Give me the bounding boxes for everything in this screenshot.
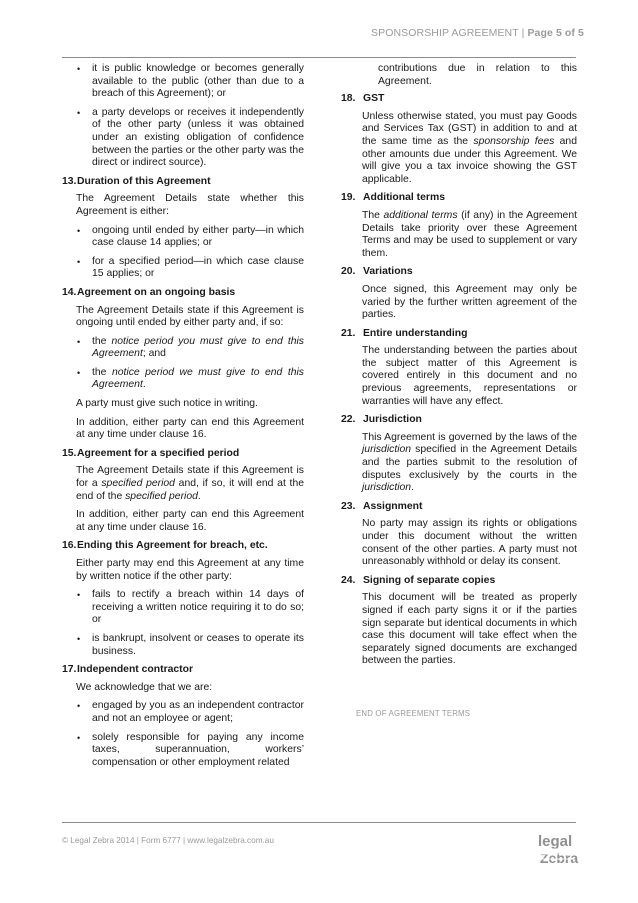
section-heading-14: 14. Agreement on an ongoing basis: [62, 286, 236, 298]
bullet-icon: •: [77, 225, 81, 236]
logo-line-2: Zebra: [540, 850, 579, 866]
section-heading-19: 19. Additional terms: [341, 192, 445, 204]
section-17-text: We acknowledge that we are:: [76, 681, 213, 693]
list-item: • it is public knowledge or becomes generally available to the public (other than due to a breach of this Agreement); or: [77, 63, 304, 100]
section-13-text: The Agreement Details state whether this Agreement is either:: [76, 193, 304, 217]
section-heading-15: 15. Agreement for a specified period: [62, 447, 240, 459]
legal-zebra-logo: [532, 830, 580, 870]
confidentiality-exceptions-list: [76, 63, 304, 170]
footer-text: © Legal Zebra 2014 | Form 6777 | www.legalzebra.com.au: [62, 836, 274, 845]
logo-line-1: legal: [538, 833, 573, 850]
section-18-text: Unless otherwise stated, you must pay Goods and Services Tax (GST) in addition to and at the same time as the sponsorship fees and other amounts due under this Agreement. We will give you a tax invoice showing the GST applicable.: [362, 110, 577, 185]
page-number: Page 5 of 5: [527, 27, 584, 39]
section-14-text: The Agreement Details state if this Agreement is ongoing until ended by either party and, if so:: [76, 304, 304, 329]
section-23-text: No party may assign its rights or obligations under this document without the written consent of the other parties. A party must not unreasonably withhold or delay its consent.: [362, 518, 577, 568]
bullet-icon: •: [77, 64, 81, 74]
section-21-text: The understanding between the parties about the subject matter of this Agreement is covered entirely in this document and no previous agreements, representations or warranties will have any effect.: [362, 345, 577, 407]
section-heading-18: 18. GST: [341, 93, 385, 105]
bullet-icon: •: [77, 256, 81, 267]
section-heading-16: 16. Ending this Agreement for breach, etc.: [62, 540, 268, 552]
section-16-list: [76, 589, 304, 658]
footer-rule: [62, 822, 576, 823]
list-item: • a party develops or receives it independently of the other party (unless it was obtained under an existing obligation of confidence between the parties or the other party was the direct or indirect source).: [77, 106, 304, 169]
list-item: • solely responsible for paying any income taxes, superannuation, workers’ compensation or other employment related: [77, 731, 304, 768]
section-heading-17: 17. Independent contractor: [62, 664, 194, 676]
list-item: • the notice period you must give to end this Agreement; and: [77, 335, 304, 360]
list-item: • for a specified period—in which case clause 15 applies; or: [77, 255, 304, 280]
list-item: • the notice period we must give to end this Agreement.: [77, 366, 304, 391]
bullet-icon: •: [77, 590, 81, 601]
section-14-clause-text: In addition, either party can end this Agreement at any time under clause 16.: [76, 416, 304, 441]
section-13-list: [76, 225, 304, 281]
section-heading-23: 23. Assignment: [341, 500, 423, 512]
section-20-text: Once signed, this Agreement may only be varied by the further written agreement of the parties.: [362, 283, 577, 321]
header-rule: [62, 57, 576, 58]
section-15-text: The Agreement Details state if this Agreement is for a specified period and, if so, it will end at the end of the specified period.: [76, 465, 305, 502]
section-heading-22: 22. Jurisdiction: [341, 414, 422, 426]
section-16-text: Either party may end this Agreement at any time by written notice if the other party:: [76, 558, 304, 582]
bullet-icon: •: [77, 107, 81, 118]
section-14-notice-text: A party must give such notice in writing.: [76, 398, 258, 410]
bullet-icon: •: [77, 701, 81, 712]
list-item: • fails to rectify a breach within 14 days of receiving a written notice requiring it to do so; or: [77, 589, 304, 626]
end-of-terms-marker: END OF AGREEMENT TERMS: [356, 708, 471, 718]
section-19-text: The additional terms (if any) in the Agreement Details take priority over these Agreement Terms and may be used to supplement or vary them.: [362, 209, 577, 259]
document-title: SPONSORSHIP AGREEMENT: [370, 27, 519, 39]
list-item: • is bankrupt, insolvent or ceases to operate its business.: [77, 632, 304, 657]
section-heading-21: 21. Entire understanding: [341, 327, 468, 339]
list-item: • engaged by you as an independent contractor and not an employee or agent;: [77, 700, 304, 724]
header-separator: |: [518, 27, 528, 39]
bullet-icon: •: [77, 633, 81, 644]
right-column: [341, 63, 577, 721]
bullet-icon: •: [77, 336, 81, 347]
section-heading-20: 20. Variations: [341, 266, 413, 278]
section-17-list: [76, 700, 304, 769]
section-15-clause-text: In addition, either party can end this Agreement at any time under clause 16.: [76, 509, 304, 533]
section-24-text: This document will be treated as properly signed if each party signs it or if the parties sign separate but identical documents in which case this document will take effect when the separately signed documents are exchanged between the parties.: [362, 592, 577, 667]
bullet-icon: •: [77, 732, 81, 743]
left-column: [62, 63, 304, 775]
continued-bullet-text: contributions due in relation to this Agreement.: [378, 63, 577, 87]
section-heading-13: 13. Duration of this Agreement: [62, 175, 211, 187]
section-22-text: This Agreement is governed by the laws of the jurisdiction specified in the Agreement Details and the parties submit to the resolution of disputes exclusively by the courts in the jurisdiction.: [362, 431, 577, 494]
section-14-list: [76, 336, 304, 392]
bullet-icon: •: [77, 367, 81, 378]
page-header: [371, 27, 584, 39]
section-heading-24: 24. Signing of separate copies: [341, 574, 496, 586]
list-item: • ongoing until ended by either party—in which case clause 14 applies; or: [77, 224, 304, 249]
